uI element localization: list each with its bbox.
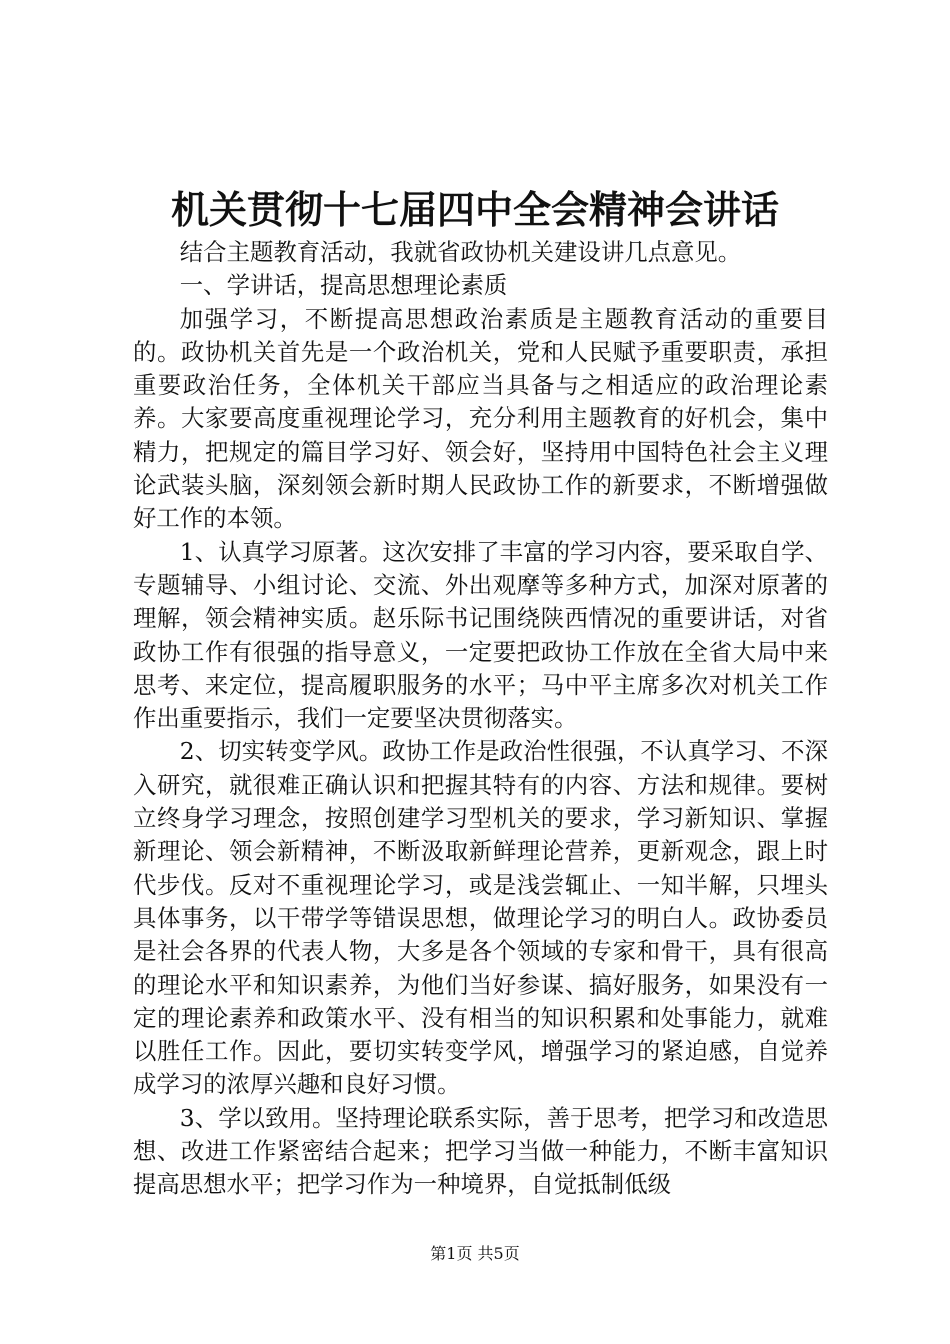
document-body xyxy=(133,236,828,1202)
section-heading-1: 一、学讲话，提高思想理论素质 xyxy=(179,271,508,300)
paragraph-intro: 结合主题教育活动，我就省政协机关建设讲几点意见。 xyxy=(179,238,742,266)
page-footer: 第1页 共5页 xyxy=(430,1244,520,1263)
paragraph-item-3: 3、学以致用。坚持理论联系实际，善于思考，把学习和改造思想、改进工作紧密结合起来；把学习当做一种能力，不断丰富知识提高思想水平；把学习作为一种境界，自觉抵制低级 xyxy=(133,1103,828,1199)
document-title: 机关贯彻十七届四中全会精神会讲话 xyxy=(170,187,779,232)
paragraph-item-2: 2、切实转变学风。政协工作是政治性很强，不认真学习、不深入研究，就很难正确认识和把握其特有的内容、方法和规律。要树立终身学习理念，按照创建学习型机关的要求，学习新知识、掌握新理论、领会新精神，不断汲取新鲜理论营养，更新观念，跟上时代步伐。反对不重视理论学习，或是浅尝辄止、一知半解，只埋头具体事务，以干带学等错误思想，做理论学习的明白人。政协委员是社会各界的代表人物，大多是各个领域的专家和骨干，具有很高的理论水平和知识素养，为他们当好参谋、搞好服务，如果没有一定的理论素养和政策水平、没有相当的知识积累和处事能力，就难以胜任工作。因此，要切实转变学风，增强学习的紧迫感，自觉养成学习的浓厚兴趣和良好习惯。 xyxy=(133,737,828,1099)
paragraph: 加强学习，不断提高思想政治素质是主题教育活动的重要目的。政协机关首先是一个政治机关，党和人民赋予重要职责，承担重要政治任务，全体机关干部应当具备与之相适应的政治理论素养。大家要高度重视理论学习，充分利用主题教育的好机会，集中精力，把规定的篇目学习好、领会好，坚持用中国特色社会主义理论武装头脑，深刻领会新时期人民政协工作的新要求，不断增强做好工作的本领。 xyxy=(133,304,828,533)
paragraph-item-1: 1、认真学习原著。这次安排了丰富的学习内容，要采取自学、专题辅导、小组讨论、交流、外出观摩等多种方式，加深对原著的理解，领会精神实质。赵乐际书记围绕陕西情况的重要讲话，对省政协工作有很强的指导意义，一定要把政协工作放在全省大局中来思考、来定位，提高履职服务的水平；马中平主席多次对机关工作作出重要指示，我们一定要坚决贯彻落实。 xyxy=(133,537,828,733)
